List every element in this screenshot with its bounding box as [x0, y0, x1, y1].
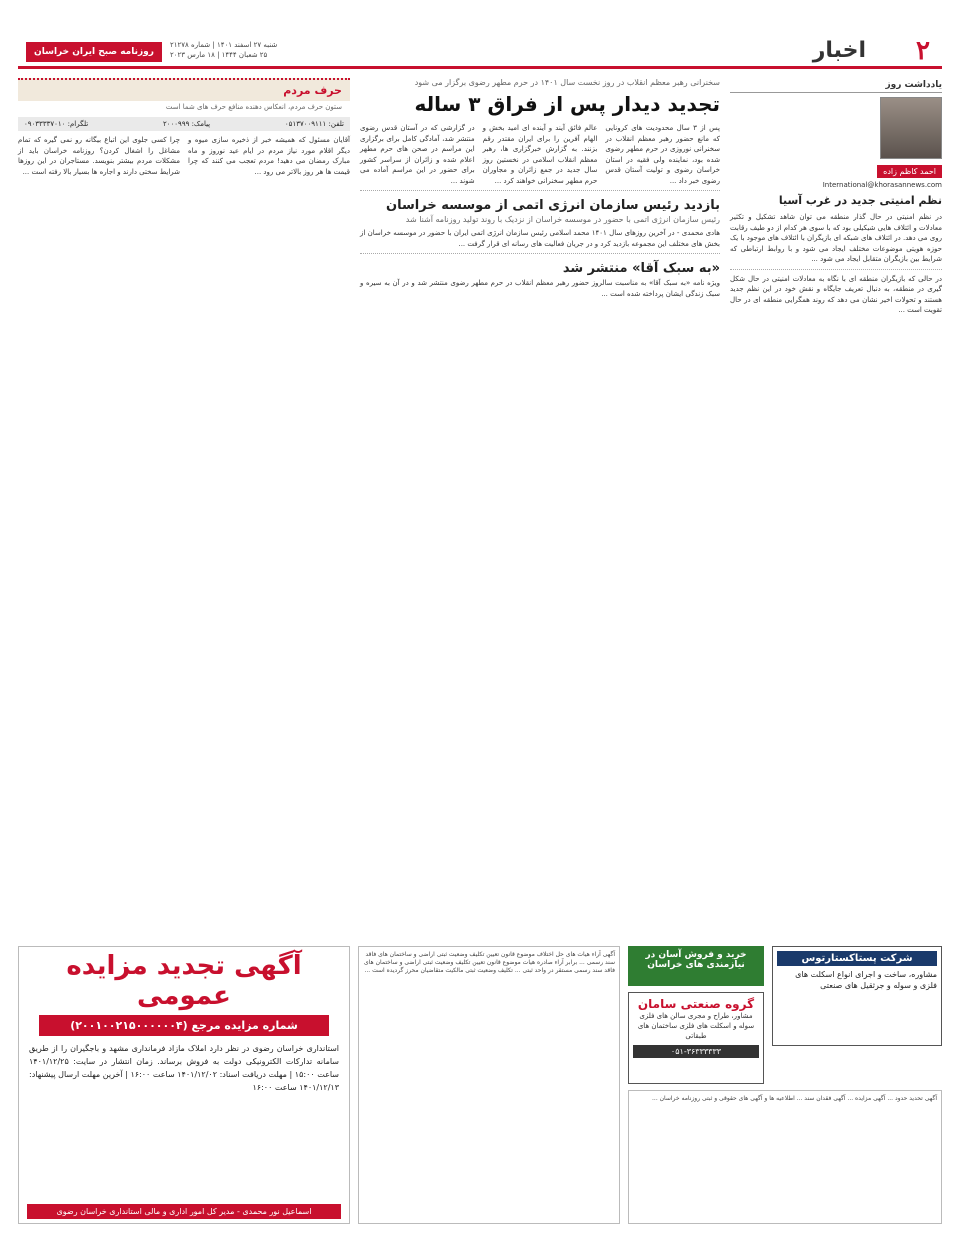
- author-email[interactable]: International@khorasannews.com: [822, 181, 942, 189]
- divider: [360, 253, 720, 254]
- letters-column-a: آقایان مسئول که همیشه خبر از ذخیره سازی میوه و دیگر اقلام مورد نیاز مردم در ایام عید نوروز و ماه مبارک رمضان می دهید! مردم تعجب می کنند که چرا قیمت ها هر روز بالاتر می رود ...: [188, 136, 350, 176]
- auction-title: آگهی تجدید مزایده عمومی: [19, 947, 349, 1015]
- steel-company-title: شرکت پستاکستارتوس: [777, 951, 937, 966]
- main-story-columns: [360, 123, 720, 186]
- editorial-body-continued: در حالی که بازیگران منطقه ای با نگاه به معادلات امنیتی در حال شکل گیری در منطقه، به دنبال تعریف جایگاه و نقش خود در این نظم جدید هستند و تحولات اخیر نشان می دهد که روند همگرایی منطقه ای در حال تقویت است ...: [730, 274, 942, 314]
- editorial-title: نظم امنیتی جدید در غرب آسیا: [778, 194, 942, 207]
- date-line-2: ۲۵ شعبان ۱۴۴۴ | ۱۸ مارس ۲۰۲۳: [170, 51, 268, 59]
- story2-headline: بازدید رئیس سازمان انرژی اتمی از موسسه خراسان: [386, 198, 720, 213]
- section-title: اخبار: [812, 38, 866, 63]
- story3-headline: «به سبک آقا» منتشر شد: [562, 261, 720, 276]
- auction-ad: [18, 946, 350, 1224]
- legal-notice: آگهی آراء هیات های حل اختلاف موضوع قانون تعیین تکلیف وضعیت ثبتی اراضی و ساختمان های فاقد سند رسمی ... برابر آراء صادره هیات موضوع قانون تعیین تکلیف وضعیت ثبتی اراضی و ساختمان های فاقد سند رسمی مستقر در واحد ثبتی ... تکلیف وضعیت ثبتی مالکیت متقاضیان محرز گردیده است ...: [358, 946, 620, 1224]
- letters-column-b: چرا کسی جلوی این اتباع بیگانه رو نمی گیره که تمام مشاغل را اشغال کردن؟ روزنامه خراسان باید از مشکلات مردم بیشتر بنویسد. مستاجران در این روزها شرایط سختی دارند و اجاره ها بسیار بالا رفته است ...: [18, 136, 180, 176]
- auction-reference: شماره مزایده مرجع (۲۰۰۱۰۰۲۱۵۰۰۰۰۰۰۴): [39, 1015, 329, 1036]
- column-title: حرف مردم: [18, 78, 350, 101]
- saman-phone[interactable]: ۰۵۱-۳۶۳۳۳۳۳۳: [633, 1045, 759, 1058]
- main-headline: تجدید دیدار پس از فراق ۳ ساله: [414, 92, 720, 116]
- column-label: یادداشت روز: [730, 78, 942, 93]
- left-column: [18, 78, 350, 177]
- phone-number[interactable]: تلفن: ۰۵۱۳۷۰۰۹۱۱۱: [284, 120, 344, 128]
- story3-body: ویژه نامه «به سبک آقا» به مناسبت سالروز حضور رهبر معظم انقلاب در حرم مطهر رضوی منتشر شد و در آن به سیره و سبک زندگی ایشان پرداخته شده است ...: [360, 279, 720, 298]
- page-number: ۲: [916, 36, 930, 66]
- story-column-3: در گزارشی که در آستان قدس رضوی منتشر شد، آمادگی کامل برای برگزاری این مراسم در صحن های حرم مطهر اعلام شده و زائران از سراسر کشور برای حضور در این مراسم آماده می شوند ...: [359, 124, 475, 185]
- saman-ad: [628, 992, 764, 1084]
- divider: [360, 190, 720, 191]
- date-line-1: شنبه ۲۷ اسفند ۱۴۰۱ | شماره ۲۱۲۷۸: [170, 41, 278, 49]
- saman-title: گروه صنعتی سامان: [637, 997, 755, 1011]
- story2-body: هادی محمدی - در آخرین روزهای سال ۱۴۰۱ محمد اسلامی رئیس سازمان انرژی اتمی ایران با حضور در موسسه خراسان از بخش های مختلف این مجموعه بازدید کرد و در جریان فعالیت های رسانه ای قرار گرفت ...: [360, 229, 720, 248]
- story-column-1: پس از ۳ سال محدودیت های کرونایی که مانع حضور رهبر معظم انقلاب در سخنرانی نوروزی در حرم مطهر رضوی شده بود، نماینده ولی فقیه در استان خراسان رضوی و تولیت آستان قدس رضوی خبر داد ...: [605, 124, 720, 185]
- author-portrait: [880, 97, 942, 159]
- dateline: [170, 40, 330, 60]
- editorial-body: در نظم امنیتی در حال گذار منطقه می توان شاهد تشکیل و تکثیر معادلات و ائتلاف هایی شیکیلی بود که با سوی هر کدام از دو طیف رقابت روی می دهد. در ائتلاف های شبکه ای بازیگران با ائتلاف های موجود با یک حوزه هویتی موضوعات مختلف ایجاد می شود و با روابط ارتباطی که شرایط بین بازیگران متقابل ایجاد می شود ...: [730, 213, 942, 263]
- letters-columns: [18, 135, 350, 177]
- contact-bar: [18, 117, 350, 131]
- steel-company-ad: [772, 946, 942, 1046]
- auction-body: استانداری خراسان رضوی در نظر دارد املاک مازاد فرمانداری مشهد و باجگیران را از طریق سامانه تدارکات الکترونیکی دولت به فروش برساند. زمان انتشار در سایت: ۱۴۰۱/۱۲/۲۵ ساعت ۱۵:۰۰ | مهلت دریافت اسناد: ۱۴۰۱/۱۲/۰۲ ساعت ۱۶:۰۰ | آخرین مهلت ارسال پیشنهاد: ۱۴۰۱/۱۲/۱۳ ساعت ۱۶:۰۰: [29, 1044, 339, 1092]
- column-subtitle: ستون حرف مردم، انعکاس دهنده منافع حرف های شما است: [165, 103, 342, 111]
- divider: [730, 269, 942, 270]
- header-divider: [18, 66, 942, 69]
- center-column: [360, 78, 720, 299]
- auction-footer: اسماعیل نور محمدی - مدیر کل امور اداری و مالی استانداری خراسان رضوی: [27, 1204, 341, 1219]
- newspaper-logo: روزنامه صبح ایران خراسان: [26, 42, 162, 62]
- story2-subheadline: رئیس سازمان انرژی اتمی با حضور در موسسه خراسان از نزدیک با روند تولید روزنامه آشنا شد: [405, 215, 720, 224]
- headline-kicker: سخنرانی رهبر معظم انقلاب در روز نخست سال ۱۴۰۱ در حرم مطهر رضوی برگزار می شود: [414, 78, 720, 87]
- author-byline: احمد کاظم زاده: [877, 165, 942, 178]
- saman-text: مشاور، طراح و مجری سالن های فلزی سوله و اسکلت های فلزی ساختمان های طبقاتی: [637, 1012, 755, 1040]
- telegram-number[interactable]: تلگرام: ۰۹۰۳۳۳۳۷۰۱۰: [24, 120, 89, 128]
- story-column-2: عالم فائق آیند و آینده ای امید بخش و الهام آفرین را برای ایران مقتدر رقم بزنند. به گزارش خبرگزاری ها، رهبر معظم انقلاب اسلامی در نخستین روز سال جدید در جمع زائران و مجاوران حرم مطهر سخنرانی خواهند کرد ...: [482, 124, 598, 185]
- classified-notices: آگهی تحدید حدود ... آگهی مزایده ... آگهی فقدان سند ... اطلاعیه ها و آگهی های حقوقی و ثبتی روزنامه خراسان ...: [628, 1090, 942, 1224]
- right-column: [730, 78, 942, 316]
- sms-number[interactable]: پیامک: ۲۰۰۰۹۹۹: [163, 120, 211, 128]
- classifieds-banner: خرید و فروش آسان در نیازمندی های خراسان: [628, 946, 764, 986]
- steel-company-text: مشاوره، ساخت و اجرای انواع اسکلت های فلزی و سوله و جرثقیل های صنعتی: [795, 970, 937, 990]
